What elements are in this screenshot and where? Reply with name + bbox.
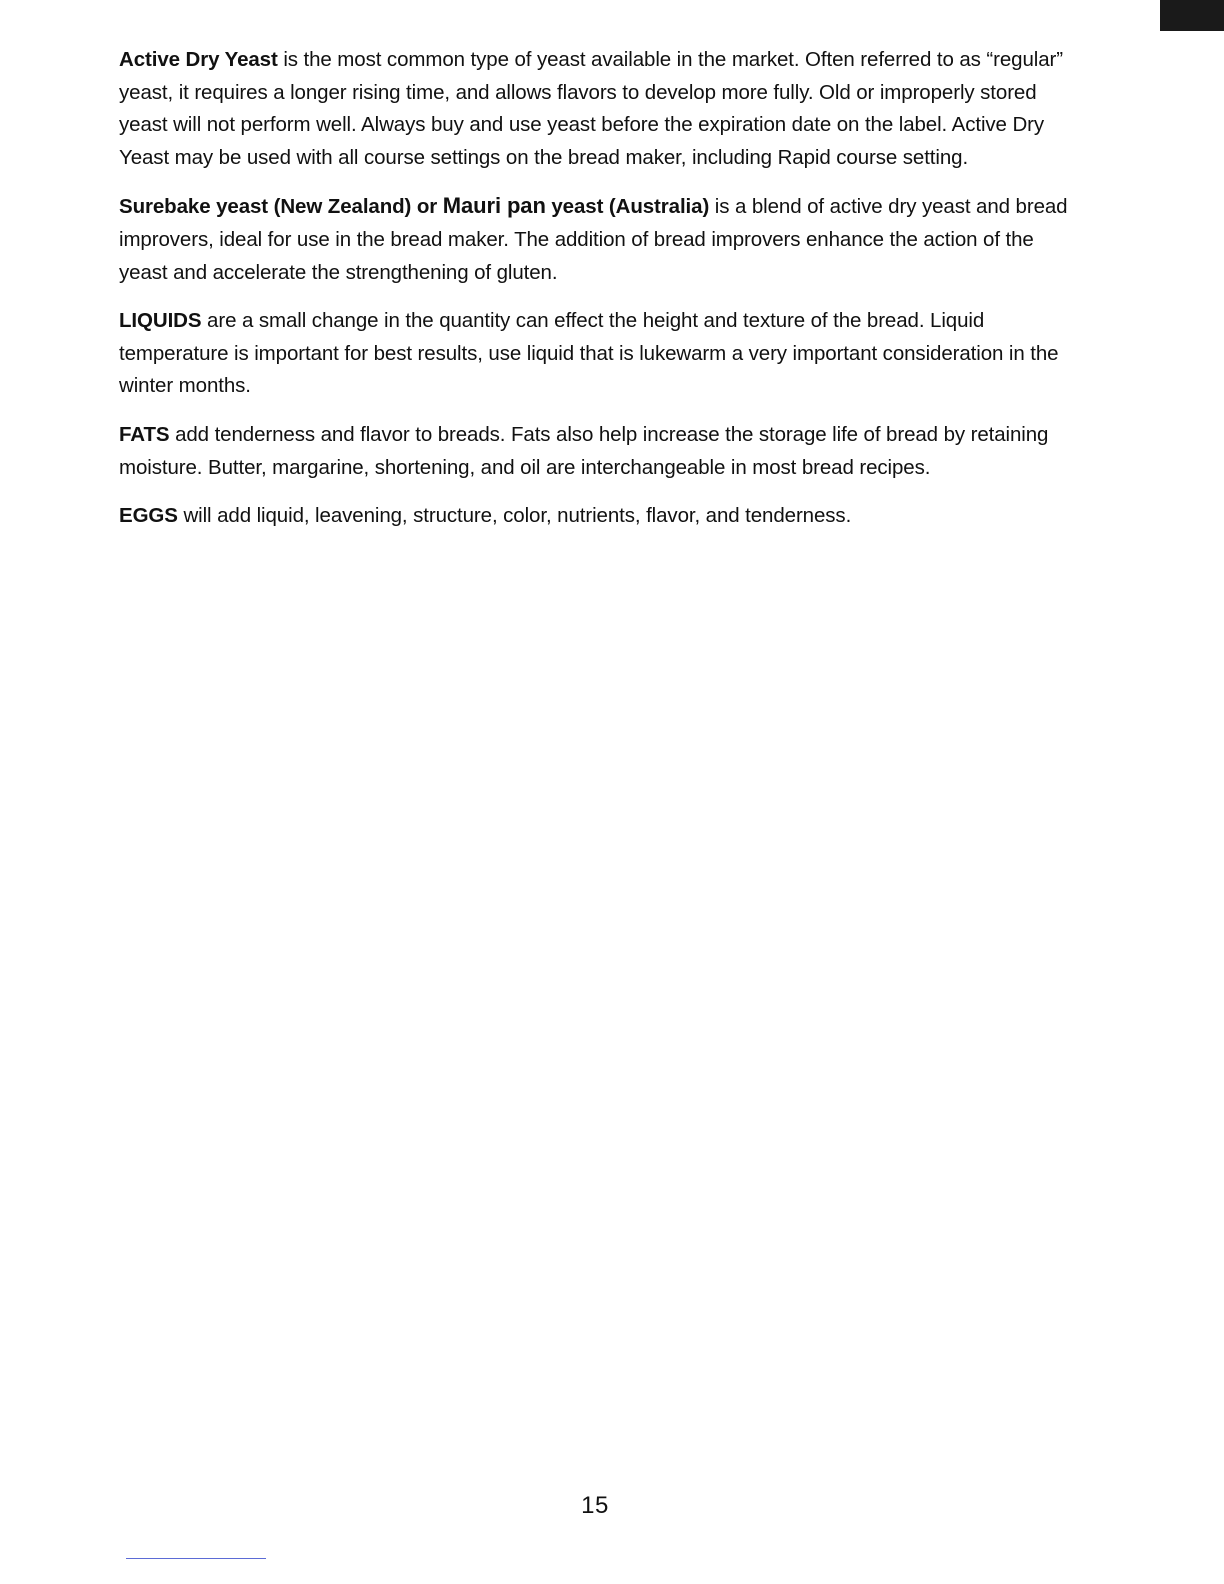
term-surebake-yeast	[119, 195, 709, 218]
page-number: 15	[581, 1492, 609, 1519]
corner-registration-mark	[1160, 0, 1224, 31]
term-fats: FATS	[119, 422, 170, 446]
term-liquids: LIQUIDS	[119, 309, 202, 333]
paragraph-text: is the most common type of yeast available in the market. Often referred to as “regular” yeast, it requires a longer rising time, and allows flavors to develop more fully. Old or improperly stored yeast will not perform well. Always buy and use yeast before the expiration date on the label. Active Dry Yeast may be used with all course settings on the bread maker, including Rapid course setting.	[119, 48, 1063, 169]
term-part-australia: yeast (Australia)	[545, 195, 710, 219]
paragraph-active-dry-yeast	[119, 44, 1077, 174]
term-eggs: EGGS	[119, 504, 178, 528]
paragraph-fats	[119, 419, 1077, 484]
paragraph-text: is a blend of active dry yeast and bread improvers, ideal for use in the bread maker. The addition of bread improvers enhance the action of the yeast and accelerate the strengthening of gluten.	[119, 195, 1068, 284]
paragraph-text: add tenderness and flavor to breads. Fats also help increase the storage life of bread by retaining moisture. Butter, margarine, shortening, and oil are interchangeable in most bread recipes.	[119, 422, 1049, 479]
paragraph-text: are a small change in the quantity can effect the height and texture of the bread. Liquid temperature is important for best results, use liquid that is lukewarm a very important consideration in the winter months.	[119, 309, 1059, 398]
document-body	[119, 44, 1077, 549]
term-part-surebake: Surebake yeast (New Zealand) or	[119, 195, 443, 219]
paragraph-surebake-yeast	[119, 190, 1077, 289]
term-active-dry-yeast: Active Dry Yeast	[119, 48, 278, 71]
term-part-mauri-pan: Mauri pan	[442, 193, 546, 219]
paragraph-text: will add liquid, leavening, structure, color, nutrients, flavor, and tenderness.	[177, 504, 852, 528]
bottom-divider	[126, 1558, 266, 1559]
paragraph-eggs	[119, 500, 1077, 533]
paragraph-liquids	[119, 305, 1077, 403]
